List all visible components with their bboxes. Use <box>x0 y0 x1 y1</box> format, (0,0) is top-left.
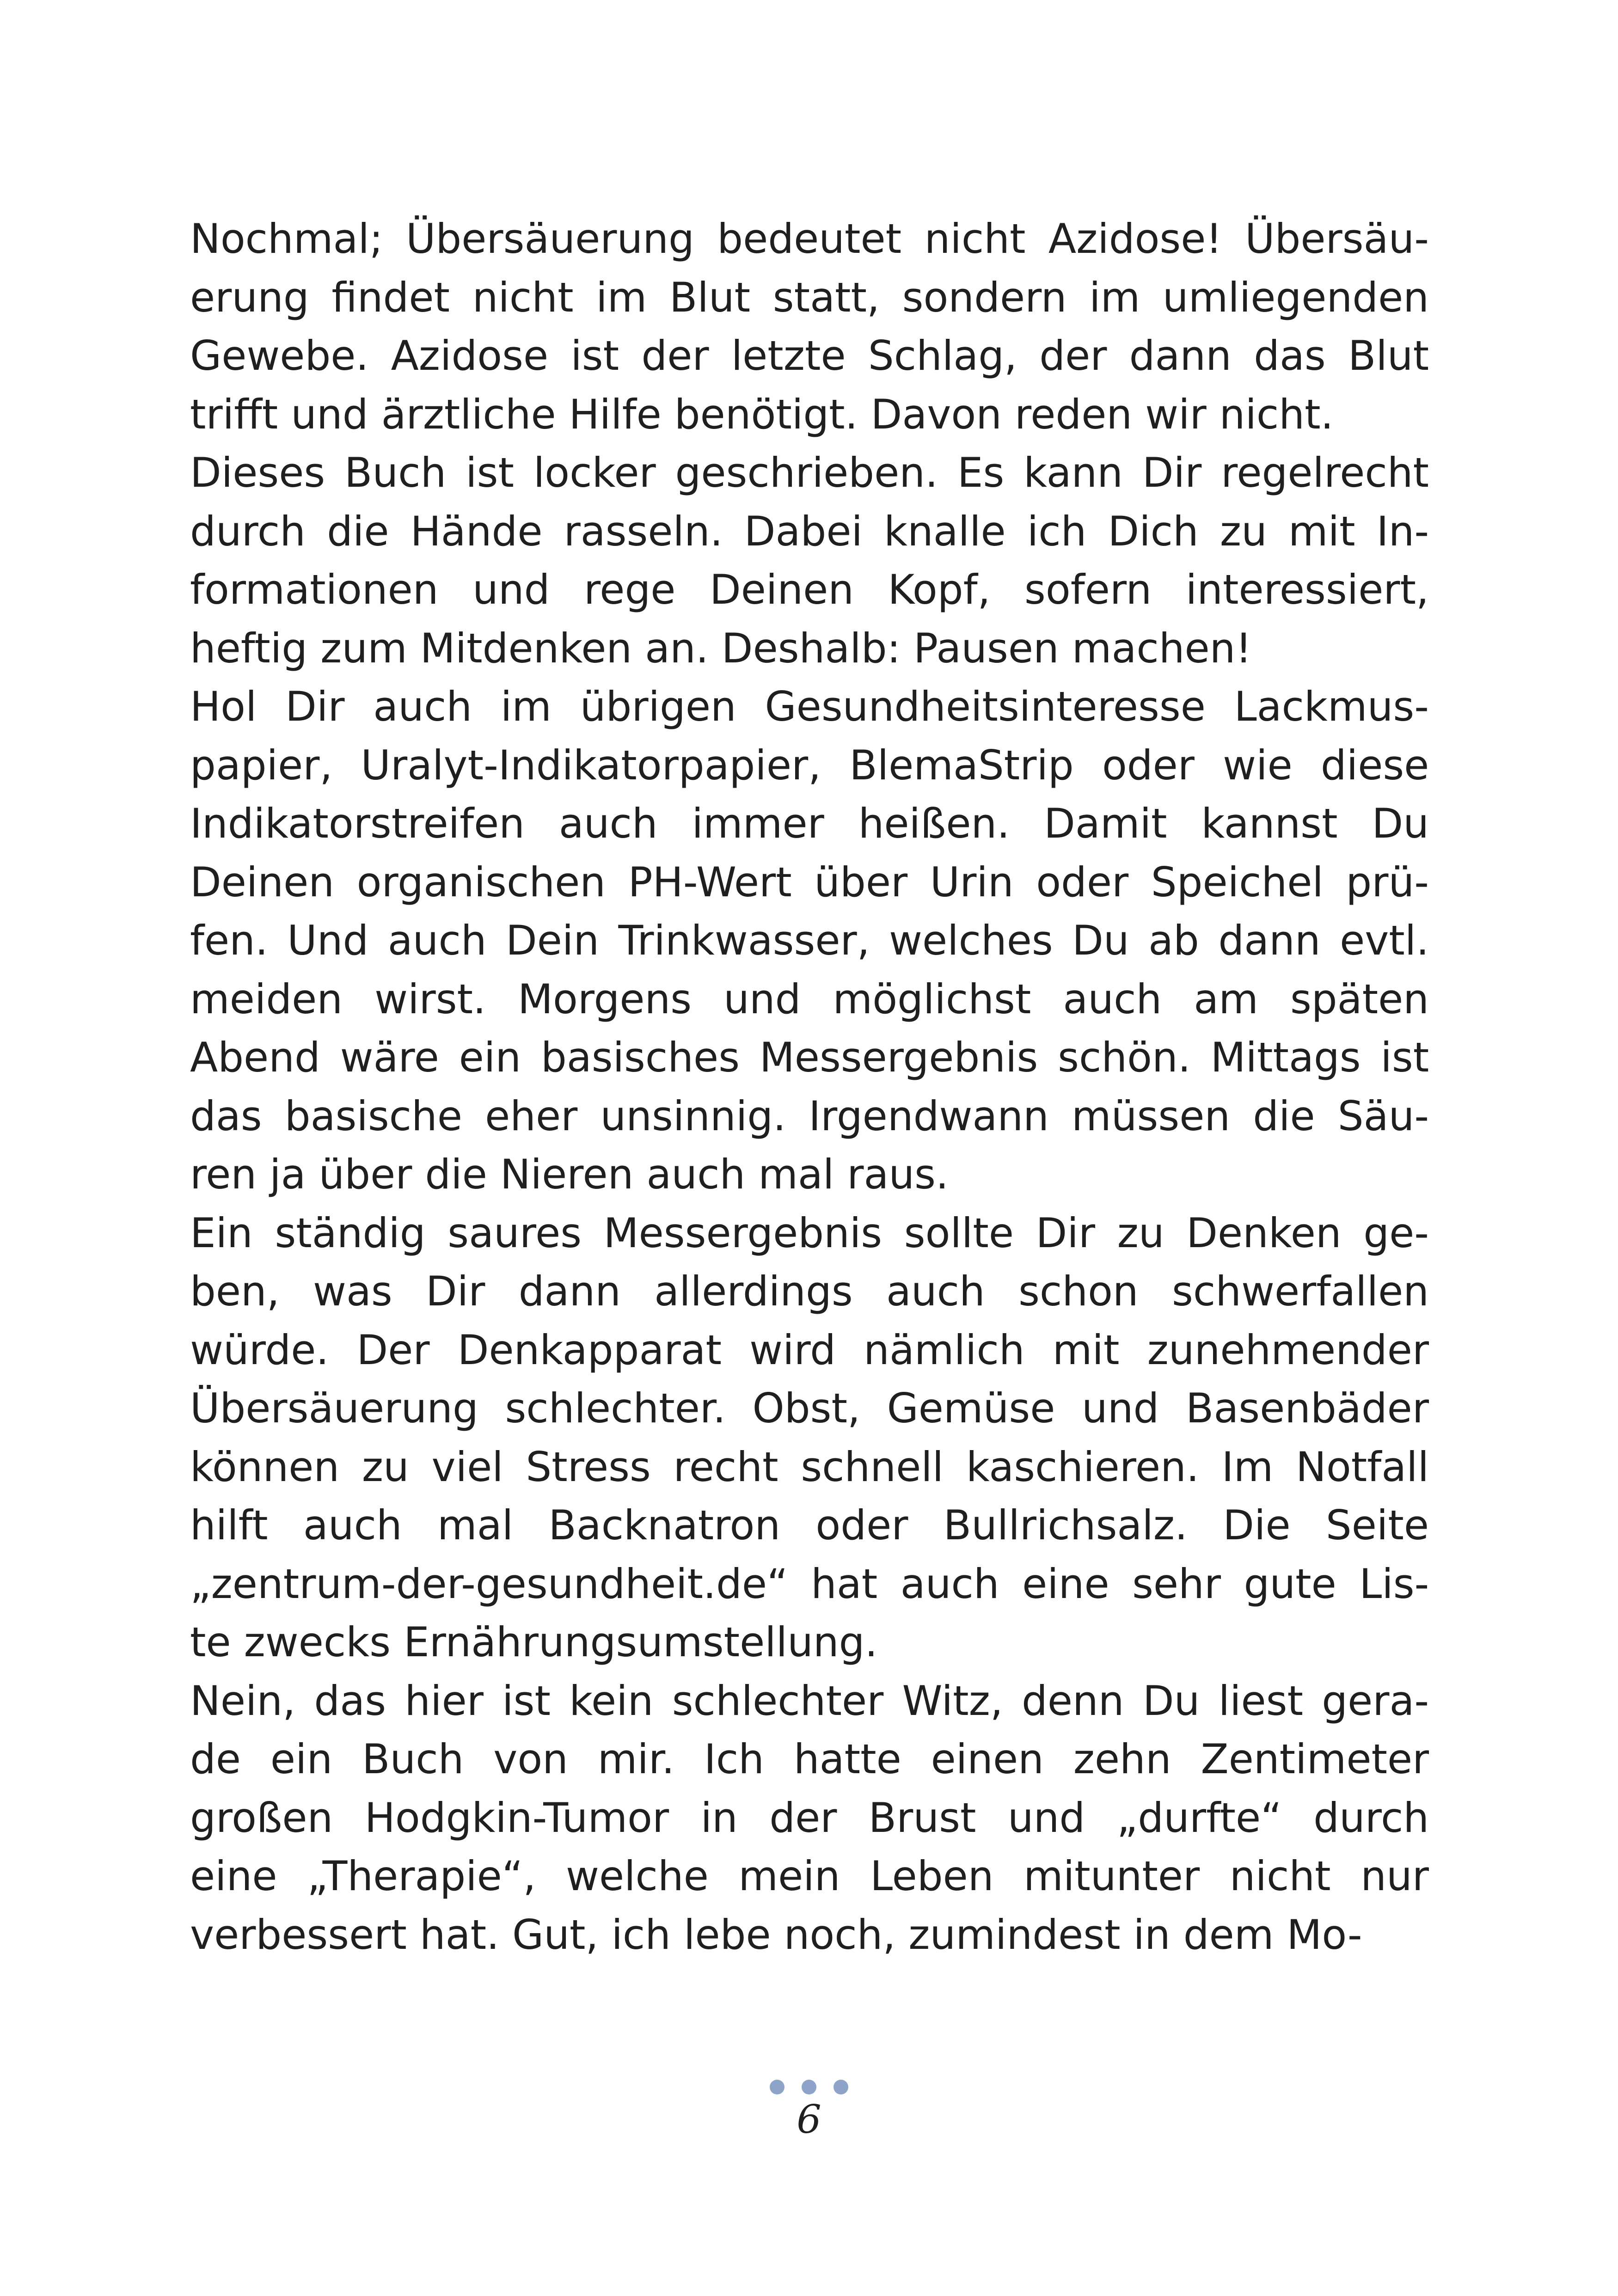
text-line: verbessert hat. Gut, ich lebe noch, zumindest in dem Mo- <box>190 1910 1362 1959</box>
text-line: das basische eher unsinnig. Irgendwann müssen die Säu- <box>190 1092 1429 1140</box>
paragraph <box>190 1204 1429 1672</box>
text-line: Nochmal; Übersäuerung bedeutet nicht Azidose! Übersäu- <box>190 215 1429 263</box>
text-line: meiden wirst. Morgens und möglichst auch am späten <box>190 975 1429 1023</box>
text-line: trifft und ärztliche Hilfe benötigt. Davon reden wir nicht. <box>190 390 1334 438</box>
text-line: Gewebe. Azidose ist der letzte Schlag, der dann das Blut <box>190 332 1429 380</box>
ornament-dot-icon <box>802 2080 816 2094</box>
text-line: Deinen organischen PH-Wert über Urin oder Speichel prü- <box>190 858 1429 906</box>
text-line: großen Hodgkin-Tumor in der Brust und „durfte“ durch <box>190 1794 1429 1842</box>
text-line: heftig zum Mitdenken an. Deshalb: Pausen machen! <box>190 624 1252 672</box>
text-line: können zu viel Stress recht schnell kaschieren. Im Notfall <box>190 1443 1429 1491</box>
text-line: durch die Hände rasseln. Dabei knalle ich Dich zu mit In- <box>190 507 1429 555</box>
text-line: hilft auch mal Backnatron oder Bullrichsalz. Die Seite <box>190 1501 1429 1549</box>
text-line: Übersäuerung schlechter. Obst, Gemüse und Basenbäder <box>190 1384 1429 1432</box>
text-line: „zentrum-der-gesundheit.de“ hat auch eine sehr gute Lis- <box>190 1560 1429 1608</box>
page-ornament <box>770 2078 848 2096</box>
ornament-dot-icon <box>770 2080 784 2094</box>
text-line: Indikatorstreifen auch immer heißen. Damit kannst Du <box>190 800 1429 847</box>
page-number: 6 <box>797 2097 821 2142</box>
text-line: Nein, das hier ist kein schlechter Witz, denn Du liest gera- <box>190 1677 1429 1725</box>
text-line: Abend wäre ein basisches Messergebnis schön. Mittags ist <box>190 1034 1429 1081</box>
paragraph <box>190 210 1429 444</box>
ornament-dot-icon <box>834 2080 848 2094</box>
paragraph <box>190 444 1429 678</box>
text-line: te zwecks Ernährungsumstellung. <box>190 1618 878 1666</box>
body-text <box>190 210 1429 1964</box>
text-line: Hol Dir auch im übrigen Gesundheitsinteresse Lackmus- <box>190 683 1429 730</box>
text-line: Dieses Buch ist locker geschrieben. Es kann Dir regelrecht <box>190 449 1429 496</box>
text-line: de ein Buch von mir. Ich hatte einen zehn Zentimeter <box>190 1735 1429 1783</box>
text-line: eine „Therapie“, welche mein Leben mitunter nicht nur <box>190 1852 1429 1900</box>
paragraph <box>190 1672 1429 1965</box>
text-line: papier, Uralyt-Indikatorpapier, BlemaStrip oder wie diese <box>190 741 1429 789</box>
text-line: erung findet nicht im Blut statt, sondern im umliegenden <box>190 273 1429 321</box>
text-line: ren ja über die Nieren auch mal raus. <box>190 1151 949 1198</box>
text-line: ben, was Dir dann allerdings auch schon schwerfallen <box>190 1267 1429 1315</box>
text-line: würde. Der Denkapparat wird nämlich mit zunehmender <box>190 1326 1429 1374</box>
text-line: formationen und rege Deinen Kopf, sofern interessiert, <box>190 566 1429 613</box>
text-line: Ein ständig saures Messergebnis sollte Dir zu Denken ge- <box>190 1209 1429 1257</box>
paragraph <box>190 678 1429 1204</box>
text-line: fen. Und auch Dein Trinkwasser, welches Du ab dann evtl. <box>190 917 1429 964</box>
